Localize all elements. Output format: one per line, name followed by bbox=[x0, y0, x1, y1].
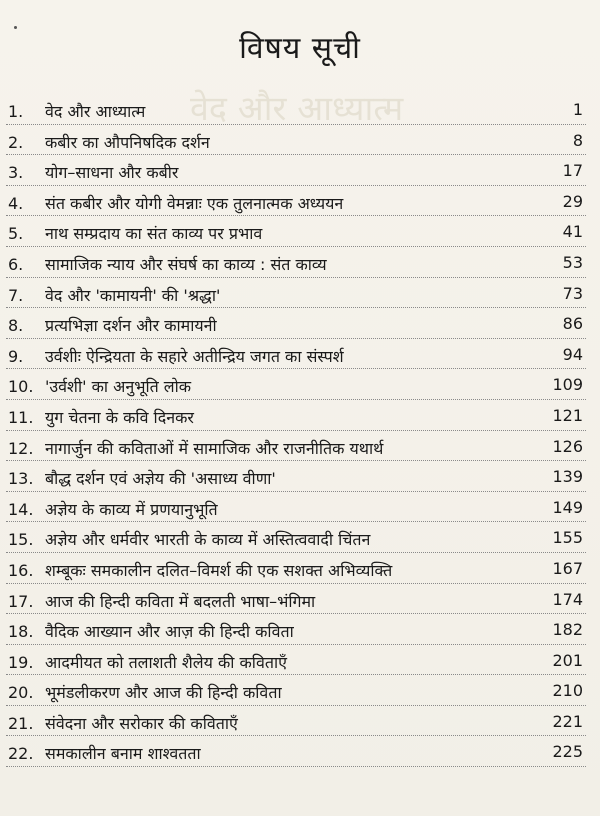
entry-page-number: 139 bbox=[552, 467, 583, 487]
page-title: विषय सूची bbox=[239, 31, 361, 66]
toc-entry bbox=[0, 614, 600, 645]
entry-page-number: 94 bbox=[562, 344, 583, 364]
entry-page-number: 155 bbox=[552, 528, 583, 548]
entry-title: आदमीयत को तलाशती शैलेय की कविताएँ bbox=[45, 652, 287, 672]
toc-entry bbox=[0, 155, 600, 186]
toc-entry bbox=[0, 645, 600, 676]
entry-title: उर्वशीः ऐन्द्रियता के सहारे अतीन्द्रिय जगत का संस्पर्श bbox=[45, 346, 344, 366]
entry-number: 16. bbox=[8, 560, 34, 580]
bleed-through-text: वेद और आध्यात्म bbox=[190, 89, 404, 129]
entry-page-number: 201 bbox=[552, 650, 583, 670]
dotted-rule bbox=[6, 766, 586, 767]
entry-page-number: 109 bbox=[552, 375, 583, 395]
toc-entry bbox=[0, 584, 600, 615]
entry-title: युग चेतना के कवि दिनकर bbox=[45, 407, 194, 427]
entry-number: 18. bbox=[8, 622, 34, 642]
entry-title: समकालीन बनाम शाश्वतता bbox=[45, 744, 201, 764]
entry-page-number: 121 bbox=[552, 405, 583, 425]
entry-number: 11. bbox=[8, 407, 34, 427]
toc-entry bbox=[0, 308, 600, 339]
entry-number: 9. bbox=[8, 346, 24, 366]
entry-page-number: 221 bbox=[552, 711, 583, 731]
entry-number: 13. bbox=[8, 469, 34, 489]
entry-number: 14. bbox=[8, 499, 34, 519]
entry-number: 19. bbox=[8, 652, 34, 672]
toc-entry bbox=[0, 339, 600, 370]
entry-page-number: 225 bbox=[552, 742, 583, 762]
toc-entry bbox=[0, 247, 600, 278]
table-of-contents bbox=[0, 94, 600, 767]
entry-title: प्रत्यभिज्ञा दर्शन और कामायनी bbox=[45, 316, 217, 336]
entry-title: शम्बूकः समकालीन दलित–विमर्श की एक सशक्त अभिव्यक्ति bbox=[45, 560, 393, 580]
entry-page-number: 41 bbox=[562, 222, 583, 242]
entry-number: 3. bbox=[8, 163, 24, 183]
entry-title: वैदिक आख्यान और आज़ की हिन्दी कविता bbox=[45, 622, 294, 642]
toc-entry bbox=[0, 94, 600, 125]
entry-title: आज की हिन्दी कविता में बदलती भाषा–भंगिमा bbox=[45, 591, 316, 611]
entry-page-number: 149 bbox=[552, 497, 583, 517]
entry-title: भूमंडलीकरण और आज की हिन्दी कविता bbox=[45, 683, 282, 703]
entry-page-number: 167 bbox=[552, 558, 583, 578]
entry-title: सामाजिक न्याय और संघर्ष का काव्य : संत काव्य bbox=[45, 254, 327, 274]
toc-entry bbox=[0, 431, 600, 462]
entry-number: 8. bbox=[8, 316, 24, 336]
entry-page-number: 8 bbox=[572, 130, 583, 150]
entry-title: वेद और 'कामायनी' की 'श्रद्धा' bbox=[45, 285, 221, 305]
entry-page-number: 210 bbox=[552, 681, 583, 701]
entry-title: अज्ञेय के काव्य में प्रणयानुभूति bbox=[45, 499, 218, 519]
toc-entry bbox=[0, 461, 600, 492]
entry-number: 10. bbox=[8, 377, 34, 397]
entry-number: 22. bbox=[8, 744, 34, 764]
entry-title: कबीर का औपनिषदिक दर्शन bbox=[45, 132, 210, 152]
entry-title: बौद्ध दर्शन एवं अज्ञेय की 'असाध्य वीणा' bbox=[45, 469, 276, 489]
entry-number: 6. bbox=[8, 254, 24, 274]
entry-title: 'उर्वशी' का अनुभूति लोक bbox=[45, 377, 192, 397]
toc-entry bbox=[0, 553, 600, 584]
entry-number: 7. bbox=[8, 285, 24, 305]
entry-number: 15. bbox=[8, 530, 34, 550]
toc-entry bbox=[0, 675, 600, 706]
entry-page-number: 1 bbox=[572, 100, 583, 119]
toc-entry bbox=[0, 278, 600, 309]
entry-page-number: 86 bbox=[562, 314, 583, 334]
entry-title: योग–साधना और कबीर bbox=[45, 163, 179, 183]
entry-title: संवेदना और सरोकार की कविताएँ bbox=[45, 713, 238, 733]
toc-entry bbox=[0, 125, 600, 156]
entry-title: नाथ सम्प्रदाय का संत काव्य पर प्रभाव bbox=[45, 224, 263, 244]
toc-entry bbox=[0, 216, 600, 247]
entry-number: 20. bbox=[8, 683, 34, 703]
toc-entry bbox=[0, 706, 600, 737]
toc-entry bbox=[0, 522, 600, 553]
entry-page-number: 29 bbox=[562, 191, 583, 211]
entry-page-number: 53 bbox=[562, 252, 583, 272]
entry-title: वेद और आध्यात्म bbox=[45, 102, 146, 121]
entry-page-number: 126 bbox=[552, 436, 583, 456]
entry-page-number: 174 bbox=[552, 589, 583, 609]
toc-entry bbox=[0, 186, 600, 217]
entry-number: 12. bbox=[8, 438, 34, 458]
entry-number: 21. bbox=[8, 713, 34, 733]
entry-number: 1. bbox=[8, 102, 24, 121]
entry-page-number: 17 bbox=[562, 161, 583, 181]
entry-number: 2. bbox=[8, 132, 24, 152]
toc-entry bbox=[0, 400, 600, 431]
entry-number: 17. bbox=[8, 591, 34, 611]
toc-entry bbox=[0, 369, 600, 400]
entry-page-number: 73 bbox=[562, 283, 583, 303]
toc-entry bbox=[0, 736, 600, 767]
entry-title: संत कबीर और योगी वेमन्नाः एक तुलनात्मक अध्ययन bbox=[45, 193, 344, 213]
entry-page-number: 182 bbox=[552, 620, 583, 640]
entry-title: अज्ञेय और धर्मवीर भारती के काव्य में अस्तित्ववादी चिंतन bbox=[45, 530, 371, 550]
toc-entry bbox=[0, 492, 600, 523]
entry-title: नागार्जुन की कविताओं में सामाजिक और राजनीतिक यथार्थ bbox=[45, 438, 384, 458]
entry-number: 5. bbox=[8, 224, 24, 244]
entry-number: 4. bbox=[8, 193, 24, 213]
